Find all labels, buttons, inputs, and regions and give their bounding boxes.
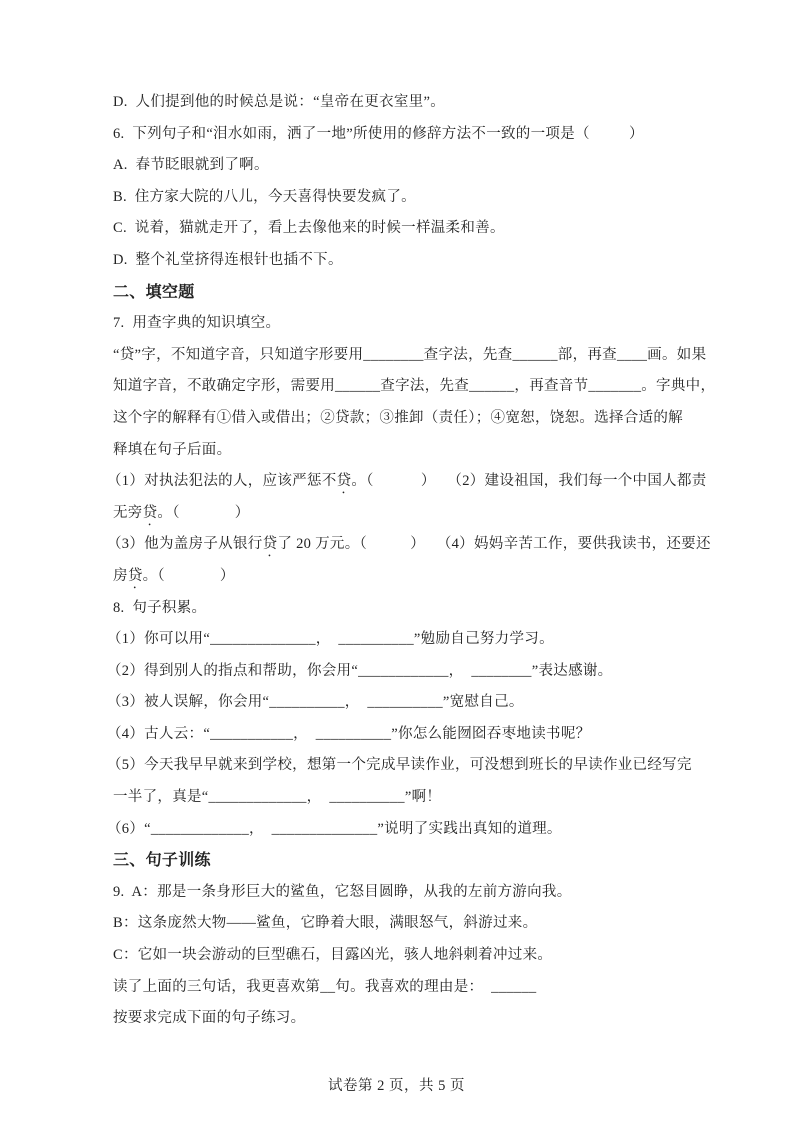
- option-c-q6: C. 说着，猫就走开了，看上去像他来的时候一样温柔和善。: [113, 220, 505, 237]
- q8-item-4: （4）古人云：“___________， __________”你怎么能囫囵吞枣地读书呢？: [107, 725, 591, 742]
- emphasized-char: 贷: [127, 567, 143, 584]
- question-9-c: C：它如一块会游动的巨型礁石，目露凶光，骇人地斜刺着冲过来。: [113, 947, 553, 964]
- q7-item-3-4: （3）他为盖房子从银行贷了 20 万元。（ ） （4）妈妈辛苦工作，要供我读书，还要还: [107, 536, 711, 553]
- section-3-heading: 三、句子训练: [113, 852, 211, 870]
- q7-item-4-cont: 房贷。（ ）: [113, 567, 235, 584]
- q8-item-2: （2）得到别人的指点和帮助，你会用“____________， ________”表达感谢。: [107, 662, 613, 679]
- emphasized-char: 贷: [142, 504, 158, 521]
- q8-item-5: （5）今天我早早就来到学校，想第一个完成早读作业，可没想到班长的早读作业已经写完: [107, 757, 692, 774]
- section-2-heading: 二、填空题: [113, 283, 195, 301]
- option-a-q6: A. 春节眨眼就到了啊。: [113, 157, 269, 174]
- emphasized-char: 贷: [336, 473, 352, 490]
- question-7: 7. 用查字典的知识填空。: [113, 315, 281, 332]
- question-6: 6. 下列句子和“泪水如雨，洒了一地”所使用的修辞方法不一致的一项是（ ）: [113, 125, 644, 142]
- emphasized-char: 贷: [262, 536, 278, 553]
- exam-body: [107, 87, 716, 1035]
- q8-item-1: （1）你可以用“______________， __________”勉励自己努力学习。: [107, 631, 554, 648]
- page-footer: 试卷第 2 页，共 5 页: [328, 1078, 465, 1094]
- q7-text-line-3: 这个字的解释有①借入或借出；②贷款；③推卸（责任）；④宽恕，饶恕。选择合适的解: [113, 409, 683, 426]
- q8-item-5-cont: 一半了，真是“_____________， __________”啊！: [113, 789, 442, 806]
- q7-item-1-2: （1）对执法犯法的人，应该严惩不贷。（ ） （2）建设祖国，我们每一个中国人都责: [107, 473, 707, 490]
- question-9-b: B：这条庞然大物——鲨鱼，它睁着大眼，满眼怒气，斜游过来。: [113, 915, 538, 932]
- q7-text-line-4: 释填在句子后面。: [113, 441, 232, 458]
- option-b-q6: B. 住方家大院的八儿，今天喜得快要发疯了。: [113, 188, 416, 205]
- question-8: 8. 句子积累。: [113, 599, 207, 616]
- question-9-a: 9. A：那是一条身形巨大的鲨鱼，它怒目圆睁，从我的左前方游向我。: [113, 883, 572, 900]
- option-d-q6: D. 整个礼堂挤得连根针也插不下。: [113, 251, 343, 268]
- q8-item-6: （6）“_____________， ______________”说明了实践出真知的道理。: [107, 820, 562, 837]
- q7-text-line-2: 知道字音，不敢确定字形，需要用______查字法，先查______，再查音节_______。字典中，: [113, 378, 716, 395]
- q7-text-line-1: “贷”字，不知道字音，只知道字形要用________查字法，先查______部，再查____画。如果: [113, 346, 707, 363]
- q9-instruction: 按要求完成下面的句子练习。: [113, 1010, 306, 1027]
- q7-item-2-cont: 无旁贷。（ ）: [113, 504, 250, 521]
- q8-item-3: （3）被人误解，你会用“__________， __________”宽慰自己。: [107, 694, 524, 711]
- option-d-q5: D. 人们提到他的时候总是说：“皇帝在更衣室里”。: [113, 94, 446, 110]
- q9-response-line: 读了上面的三句话，我更喜欢第__句。我喜欢的理由是： ______: [113, 978, 537, 995]
